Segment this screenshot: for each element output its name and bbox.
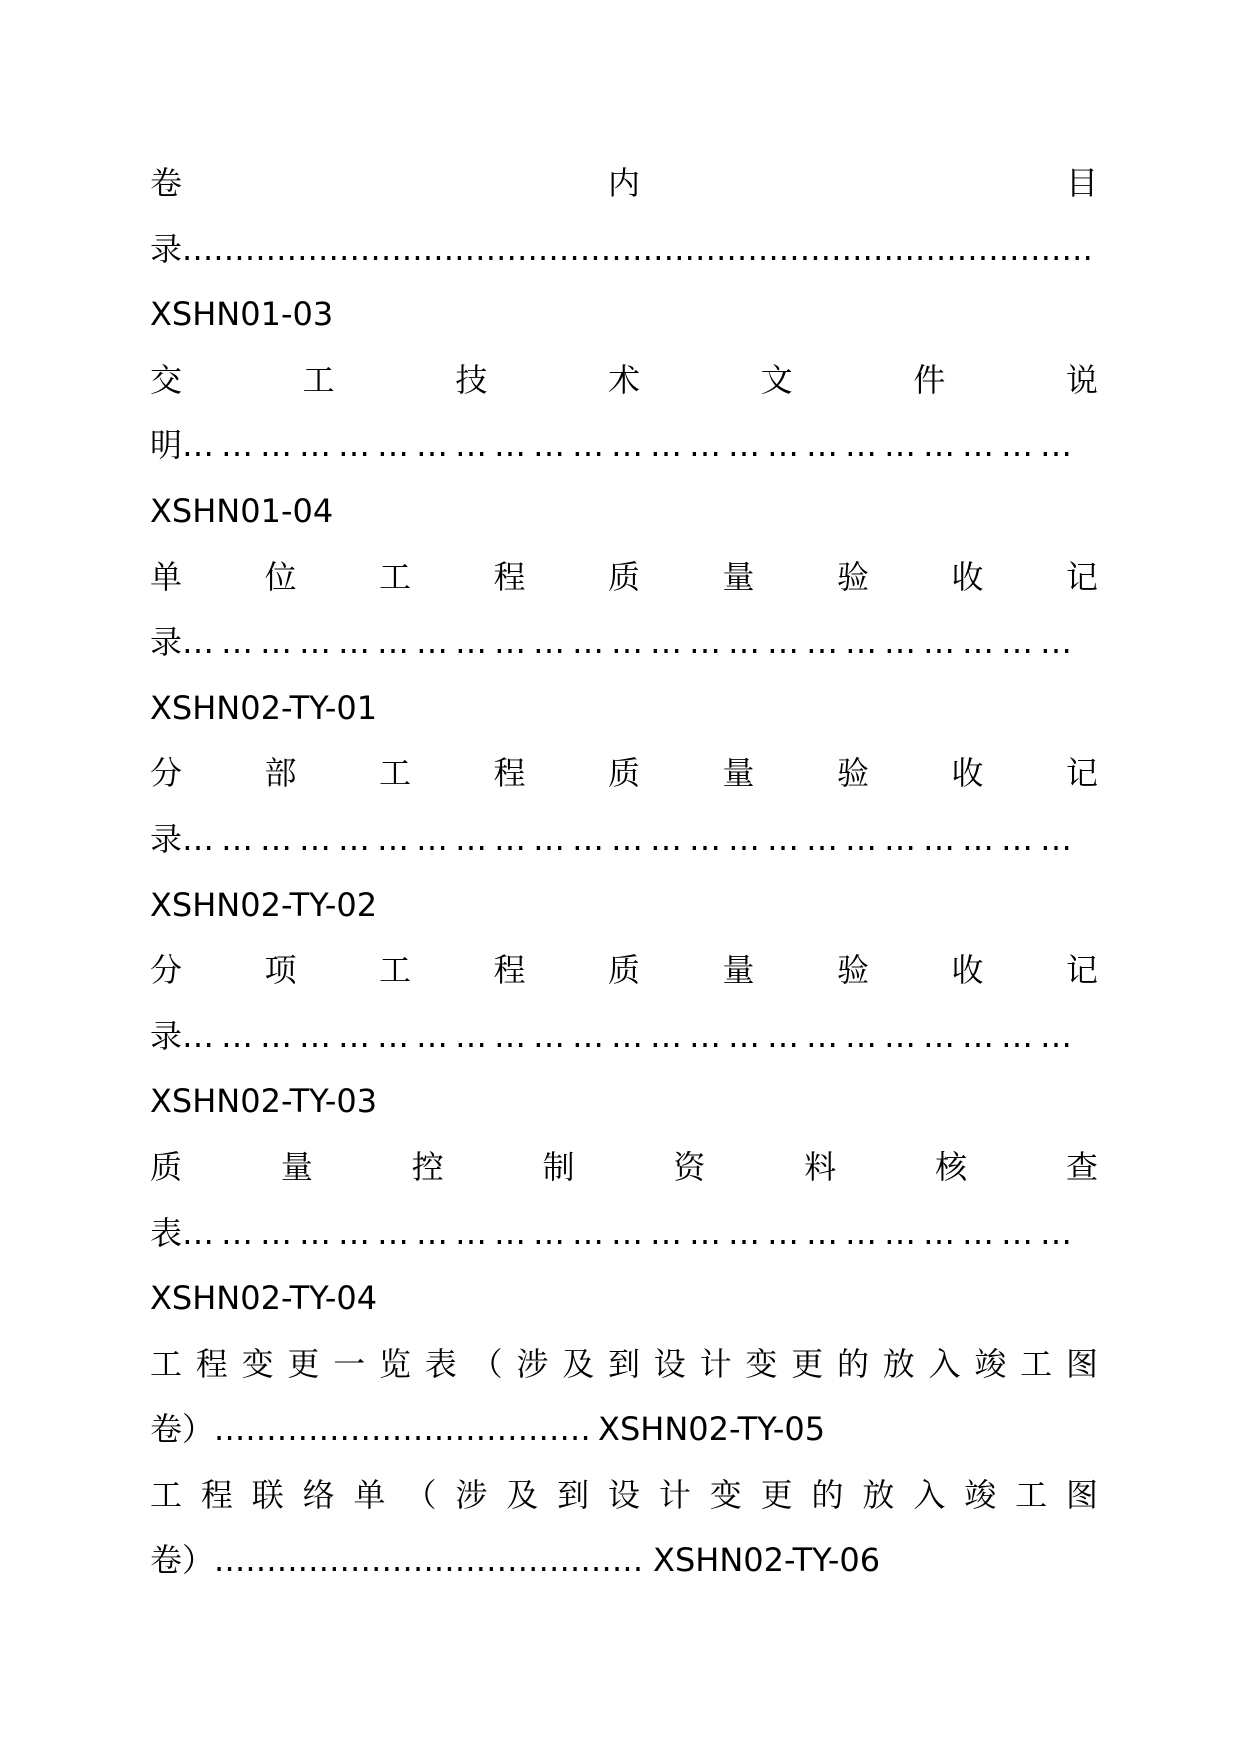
toc-entry <box>150 1332 1098 1463</box>
toc-entry <box>150 348 1098 545</box>
toc-entry-title: 卷内目 <box>150 164 1098 202</box>
dot-leader: ......................................... <box>214 1541 644 1580</box>
toc-entry-title-end: 表 <box>150 1213 183 1252</box>
toc-entry-title-end: 明 <box>150 426 183 465</box>
toc-entry-leader-line <box>150 1528 1098 1594</box>
toc-entry-title-end: 录 <box>150 623 183 662</box>
toc-entry-leader-line <box>150 807 1098 873</box>
dot-leader: …………………………………………………………… <box>182 623 1080 662</box>
dot-leader: …………………………………………………………… <box>182 1016 1080 1055</box>
dot-leader: …………………………………………………………… <box>182 819 1080 858</box>
toc-entry <box>150 741 1098 938</box>
toc-entry-leader-line <box>150 1201 1098 1267</box>
toc-entry-code: XSHN02-TY-05 <box>598 1410 826 1449</box>
toc-entry-title: 工程变更一览表（涉及到设计变更的放入竣工图 <box>150 1344 1098 1383</box>
toc-entry-title-end: 录 <box>150 819 183 858</box>
toc-entry-leader-line <box>150 1397 1098 1463</box>
toc-entry-title-end: 卷） <box>150 1541 215 1580</box>
document-page <box>150 151 1098 1594</box>
toc-entry-title: 工程联络单（涉及到设计变更的放入竣工图 <box>150 1475 1098 1514</box>
toc-entry-title: 单位工程质量验收记 <box>150 557 1098 596</box>
toc-entry-title: 交工技术文件说 <box>150 360 1098 399</box>
dot-leader: .................................... <box>214 1410 592 1449</box>
toc-entry-code: XSHN02-TY-06 <box>653 1541 881 1580</box>
toc-entry-code: XSHN02-TY-04 <box>150 1279 378 1318</box>
dot-leader: ....................................................................................... <box>182 229 1094 268</box>
toc-entry <box>150 1463 1098 1594</box>
toc-entry-leader-line <box>150 610 1098 676</box>
toc-entry <box>150 545 1098 742</box>
toc-entry-code: XSHN02-TY-02 <box>150 885 378 924</box>
toc-entry-title: 分项工程质量验收记 <box>150 951 1098 990</box>
toc-entry-title: 质量控制资料核查 <box>150 1147 1098 1186</box>
toc-entry-code: XSHN01-04 <box>150 491 334 530</box>
toc-entry-leader-line <box>150 217 1098 283</box>
toc-entry <box>150 1135 1098 1332</box>
toc-entry-title: 分部工程质量验收记 <box>150 754 1098 793</box>
toc-entry-code: XSHN01-03 <box>150 295 334 334</box>
toc-entry-code: XSHN02-TY-03 <box>150 1082 378 1121</box>
toc-entry-leader-line <box>150 413 1098 479</box>
toc-entry <box>150 938 1098 1135</box>
dot-leader: …………………………………………………………… <box>182 426 1080 465</box>
toc-entry <box>150 151 1098 348</box>
toc-entry-title-end: 录 <box>150 229 183 268</box>
toc-entry-title-end: 卷） <box>150 1410 215 1449</box>
toc-entry-code: XSHN02-TY-01 <box>150 688 378 727</box>
toc-entry-leader-line <box>150 1004 1098 1070</box>
dot-leader: …………………………………………………………… <box>182 1213 1080 1252</box>
toc-entry-title-end: 录 <box>150 1016 183 1055</box>
